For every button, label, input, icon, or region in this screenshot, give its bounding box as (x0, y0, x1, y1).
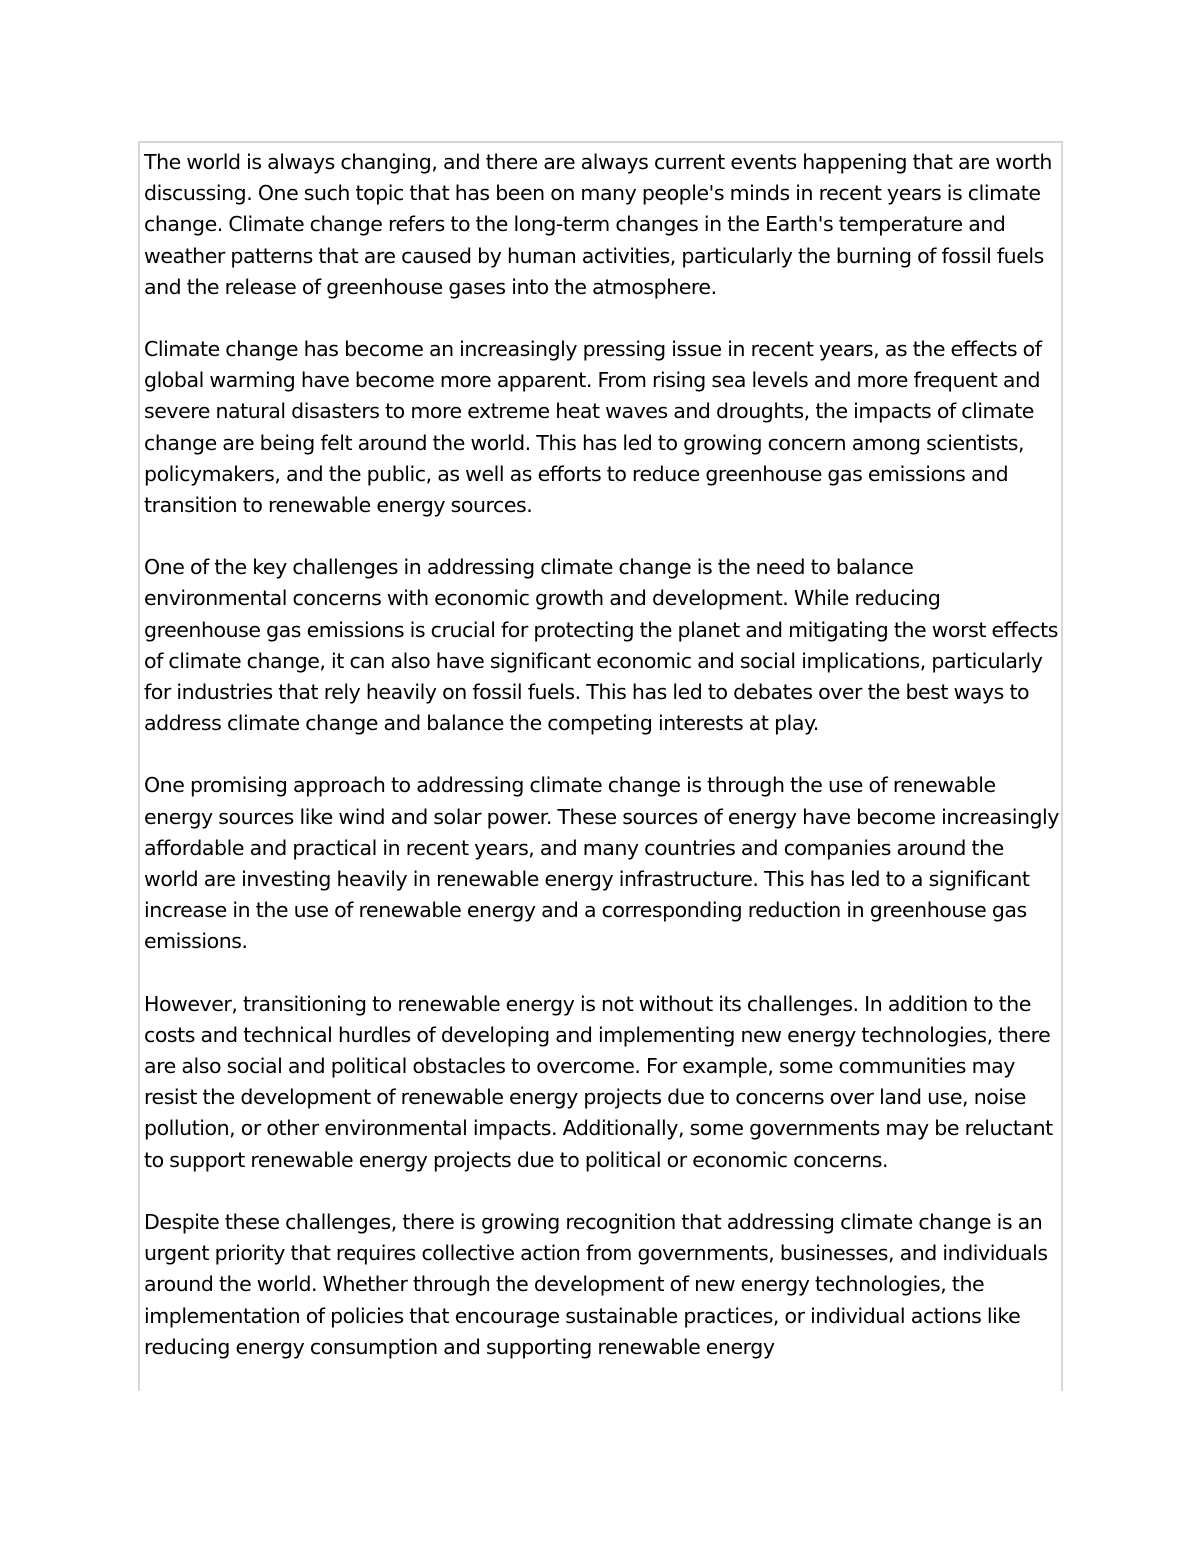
paragraph-6: Despite these challenges, there is growing recognition that addressing climate change is an urgent priority that requires collective action from governments, businesses, and individuals around the world. Whether through the development of new energy technologies, the implementation of policies that encourage sustainable practices, or individual actions like reducing energy consumption and supporting renewable energy (144, 1209, 1048, 1359)
paragraph-1: The world is always changing, and there are always current events happening that are worth discussing. One such topic that has been on many people's minds in recent years is climate change. Climate change refers to the long-term changes in the Earth's temperature and weather patterns that are caused by human activities, particularly the burning of fossil fuels and the release of greenhouse gases into the atmosphere. (144, 150, 1052, 299)
paragraph-4: One promising approach to addressing climate change is through the use of renewable energy sources like wind and solar power. These sources of energy have become increasingly affordable and practical in recent years, and many countries and companies around the world are investing heavily in renewable energy infrastructure. This has led to a significant increase in the use of renewable energy and a corresponding reduction in greenhouse gas emissions. (144, 773, 1059, 954)
paragraph-2: Climate change has become an increasingly pressing issue in recent years, as the effects of global warming have become more apparent. From rising sea levels and more frequent and severe natural disasters to more extreme heat waves and droughts, the impacts of climate change are being felt around the world. This has led to growing concern among scientists, policymakers, and the public, as well as efforts to reduce greenhouse gas emissions and transition to renewable energy sources. (144, 337, 1042, 518)
paragraph-3: One of the key challenges in addressing climate change is the need to balance environmental concerns with economic growth and development. While reducing greenhouse gas emissions is crucial for protecting the planet and mitigating the worst effects of climate change, it can also have significant economic and social implications, particularly for industries that rely heavily on fossil fuels. This has led to debates over the best ways to address climate change and balance the competing interests at play. (144, 555, 1058, 736)
paragraph-5: However, transitioning to renewable energy is not without its challenges. In addition to the costs and technical hurdles of developing and implementing new energy technologies, there are also social and political obstacles to overcome. For example, some communities may resist the development of renewable energy projects due to concerns over land use, noise pollution, or other environmental impacts. Additionally, some governments may be reluctant to support renewable energy projects due to political or economic concerns. (144, 991, 1053, 1172)
text-frame (138, 141, 1063, 1391)
